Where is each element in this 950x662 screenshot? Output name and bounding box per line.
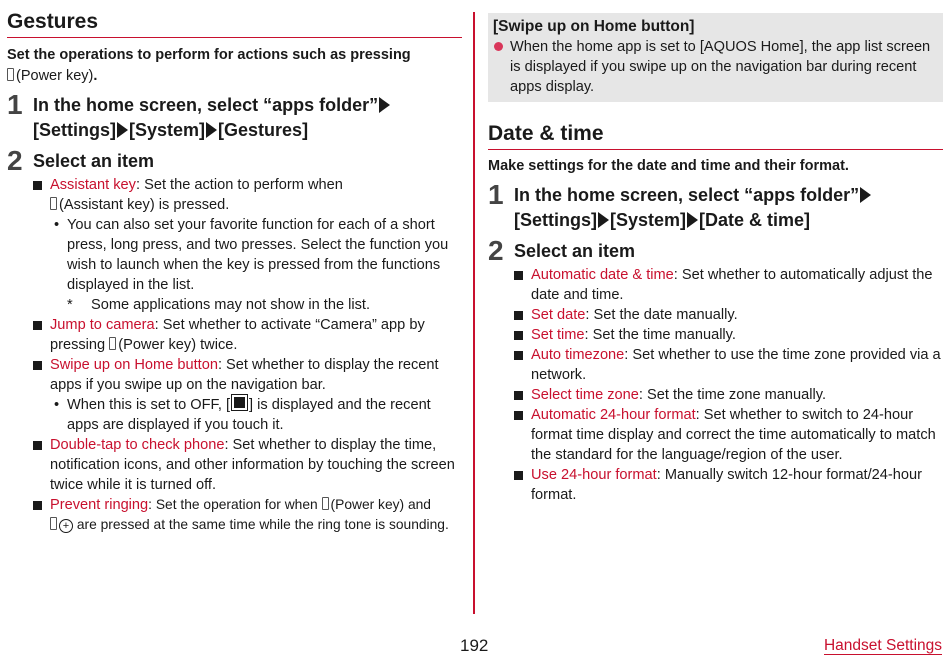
item-term: Auto timezone — [531, 347, 625, 363]
volume-key-icon — [50, 517, 57, 530]
key-label: (Power key) — [330, 497, 405, 512]
square-bullet-icon — [514, 411, 523, 420]
step-part: [System] — [129, 120, 206, 140]
arrow-right-icon — [687, 212, 698, 228]
assistant-key-icon — [50, 197, 57, 210]
key-label: (Assistant key) — [59, 197, 155, 213]
subtitle-text: Set the operations to perform for actions such as pressing — [7, 47, 411, 63]
square-bullet-icon — [514, 351, 523, 360]
power-key-icon — [322, 497, 329, 510]
arrow-right-icon — [206, 122, 217, 138]
square-bullet-icon — [33, 361, 42, 370]
item-text: : Set whether to switch to 24-hour format time display and correct the time automatically to match the standard for the language/region of the user. — [531, 407, 936, 463]
power-key-label: (Power key) — [16, 68, 94, 84]
dot-bullet-icon: • — [54, 397, 60, 413]
step-part: [Settings] — [514, 210, 597, 230]
list-item-auto-timezone — [514, 345, 943, 385]
list-item-jump-to-camera — [33, 315, 462, 355]
step-part: In the home screen, select “apps folder” — [33, 95, 379, 115]
arrow-right-icon — [379, 97, 390, 113]
list-item-double-tap — [33, 435, 462, 495]
section-title-date-time: Date & time — [488, 122, 943, 150]
list-item-use-24-hour — [514, 465, 943, 505]
left-column — [7, 10, 462, 535]
item-term: Automatic 24-hour format — [531, 407, 696, 423]
square-bullet-icon — [514, 311, 523, 320]
item-text: : Set the time manually. — [584, 327, 736, 343]
list-item-automatic-24-hour — [514, 405, 943, 465]
note — [50, 295, 462, 315]
square-bullet-icon — [33, 501, 42, 510]
sub-text: When this is set to OFF, [ — [67, 397, 231, 413]
sub-text: You can also set your favorite function for each of a short press, long press, and two presses. Select the function you wish to launch when the key is pressed from the functions displayed in the list. — [67, 217, 449, 293]
right-column — [488, 13, 943, 505]
item-text: and — [404, 497, 431, 512]
step-1 — [7, 89, 462, 143]
item-term: Jump to camera — [50, 317, 155, 333]
item-term: Set time — [531, 327, 585, 343]
list-item-select-time-zone — [514, 385, 943, 405]
item-text: : Set whether to use the time zone provided via a network. — [531, 347, 941, 383]
square-bullet-icon — [33, 181, 42, 190]
gesture-items — [7, 175, 462, 535]
handset-settings-link[interactable]: Handset Settings — [823, 637, 942, 654]
item-text: : Set whether to activate “Camera” app by pressing — [50, 317, 425, 353]
list-item-set-time — [514, 325, 943, 345]
item-text: : Set the time zone manually. — [638, 387, 827, 403]
item-term: Prevent ringing — [50, 497, 149, 513]
item-text: : Set whether to display the recent apps if you swipe up on the navigation bar. — [50, 357, 439, 393]
item-text: is pressed. — [154, 197, 230, 213]
recent-apps-icon — [232, 395, 247, 410]
step-number: 2 — [7, 145, 23, 176]
sub-text: ] is displayed and the recent apps are displayed if you touch it. — [67, 397, 431, 433]
item-text: : Set whether to automatically adjust the date and time. — [531, 267, 933, 303]
round-bullet-icon — [494, 42, 503, 51]
item-text: : Set the action to perform when — [135, 177, 343, 193]
step-number: 1 — [488, 179, 504, 210]
info-box-title: [Swipe up on Home button] — [493, 18, 695, 35]
square-bullet-icon — [33, 321, 42, 330]
step-part: [Gestures] — [218, 120, 309, 140]
item-term: Set date — [531, 307, 586, 323]
step-text — [33, 93, 462, 143]
dot-bullet-icon: • — [54, 217, 60, 233]
item-text: twice. — [196, 337, 238, 353]
list-item-set-date — [514, 305, 943, 325]
sub-bullet — [50, 215, 462, 295]
step-2 — [488, 235, 943, 266]
section-subtitle-gestures — [7, 45, 462, 87]
key-label: (Power key) — [118, 337, 197, 353]
arrow-right-icon — [117, 122, 128, 138]
square-bullet-icon — [514, 331, 523, 340]
list-item-automatic-date-time — [514, 265, 943, 305]
square-bullet-icon — [514, 391, 523, 400]
step-text — [514, 183, 943, 233]
step-1 — [488, 179, 943, 233]
list-item-prevent-ringing — [33, 495, 462, 535]
item-term: Use 24-hour format — [531, 467, 657, 483]
step-part: In the home screen, select “apps folder” — [514, 185, 860, 205]
page-number: 192 — [460, 636, 489, 655]
square-bullet-icon — [514, 471, 523, 480]
item-term: Swipe up on Home button — [50, 357, 218, 373]
step-part: [Settings] — [33, 120, 116, 140]
step-part: [Date & time] — [699, 210, 811, 230]
column-divider — [473, 12, 475, 614]
list-item-assistant-key — [33, 175, 462, 315]
step-2 — [7, 145, 462, 176]
step-text: Select an item — [514, 241, 636, 261]
subtitle-end: . — [93, 68, 98, 84]
item-term: Automatic date & time — [531, 267, 674, 283]
square-bullet-icon — [33, 441, 42, 450]
item-term: Select time zone — [531, 387, 639, 403]
item-text: are pressed at the same time while the ring tone is sounding. — [73, 517, 449, 532]
date-time-items — [488, 265, 943, 505]
square-bullet-icon — [514, 271, 523, 280]
item-text: : Manually switch 12-hour format/24-hour format. — [531, 467, 922, 503]
section-subtitle-date-time: Make settings for the date and time and their format. — [488, 158, 849, 174]
info-box-text: When the home app is set to [AQUOS Home], the app list screen is displayed if you swipe up on the navigation bar during recent apps display. — [510, 39, 931, 95]
volume-up-key-label: + — [59, 519, 73, 533]
power-key-icon — [7, 68, 14, 81]
section-title-gestures: Gestures — [7, 10, 462, 38]
list-item-swipe-up — [33, 355, 462, 435]
info-box-item — [493, 37, 937, 97]
item-term: Double-tap to check phone — [50, 437, 225, 453]
info-box-swipe-up — [488, 13, 943, 102]
note-text: Some applications may not show in the list. — [91, 297, 371, 313]
sub-bullet — [50, 395, 462, 435]
item-text: : Set whether to display the time, notification icons, and other information by touching the screen twice while it is turned off. — [50, 437, 455, 493]
item-term: Assistant key — [50, 177, 136, 193]
step-number: 2 — [488, 235, 504, 266]
step-part: [System] — [610, 210, 687, 230]
asterisk-icon: * — [67, 297, 73, 313]
power-key-icon — [109, 337, 116, 350]
item-text: : Set the date manually. — [585, 307, 738, 323]
arrow-right-icon — [598, 212, 609, 228]
arrow-right-icon — [860, 187, 871, 203]
item-text: : Set the operation for when — [148, 497, 322, 512]
step-number: 1 — [7, 89, 23, 120]
step-text: Select an item — [33, 151, 155, 171]
